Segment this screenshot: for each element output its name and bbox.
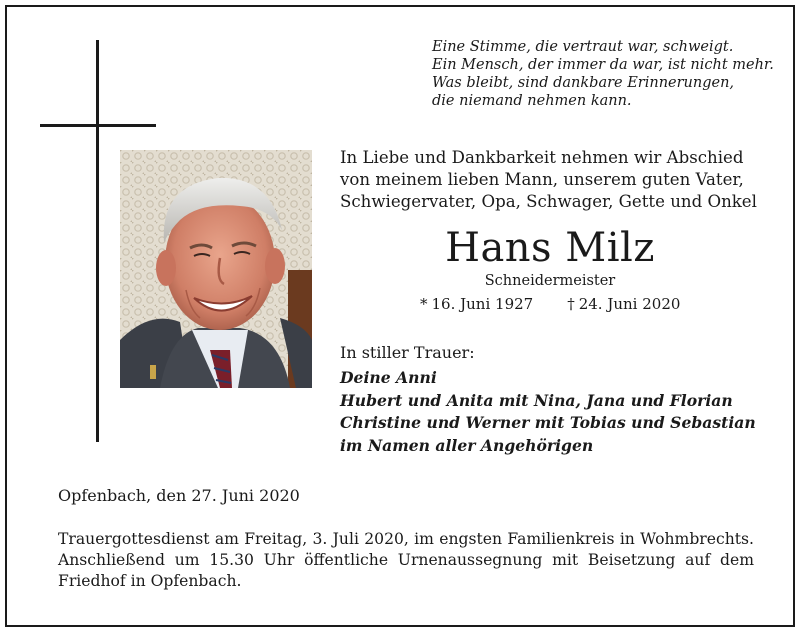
service-line: Friedhof in Opfenbach. [58,572,242,590]
poem [432,38,774,110]
poem-line: Eine Stimme, die vertraut war, schweigt. [432,39,734,55]
poem-line: Was bleibt, sind dankbare Erinnerungen, [432,75,735,91]
mourning-label: In stiller Trauer: [340,343,475,362]
mourner-line: Deine Anni [340,368,437,387]
poem-line: Ein Mensch, der immer da war, ist nicht mehr. [432,57,774,73]
service-line: Anschließend um 15.30 Uhr öffentliche Urnenaussegnung mit Beisetzung auf dem [58,551,754,569]
birth-star-icon: * [420,295,428,313]
cross-icon-vertical [96,40,99,442]
deceased-profession: Schneidermeister [484,273,616,289]
service-line: Trauergottesdienst am Freitag, 3. Juli 2020, im engsten Familienkreis in Wohmbrechts. [58,530,754,548]
birth-date: 16. Juni 1927 [431,295,534,313]
poem-line: die niemand nehmen kann. [432,93,632,109]
mourner-line: Christine und Werner mit Tobias und Sebastian [340,413,756,432]
intro-line: In Liebe und Dankbarkeit nehmen wir Abschied [340,148,744,167]
portrait-photo [120,150,312,388]
intro-text [340,147,757,213]
place-date: Opfenbach, den 27. Juni 2020 [58,486,300,505]
mourners-list [340,367,756,457]
cross-icon-horizontal [40,124,156,127]
deceased-name: Hans Milz [445,225,655,271]
life-dates [420,294,680,314]
death-date: 24. Juni 2020 [578,295,681,313]
mourner-line: Hubert und Anita mit Nina, Jana und Florian [340,390,733,410]
death-cross-icon: † [567,295,575,313]
intro-line: von meinem lieben Mann, unserem guten Vater, [340,170,744,189]
intro-line: Schwiegervater, Opa, Schwager, Gette und Onkel [340,192,757,211]
mourner-line: im Namen aller Angehörigen [340,435,594,455]
service-info [58,529,754,592]
